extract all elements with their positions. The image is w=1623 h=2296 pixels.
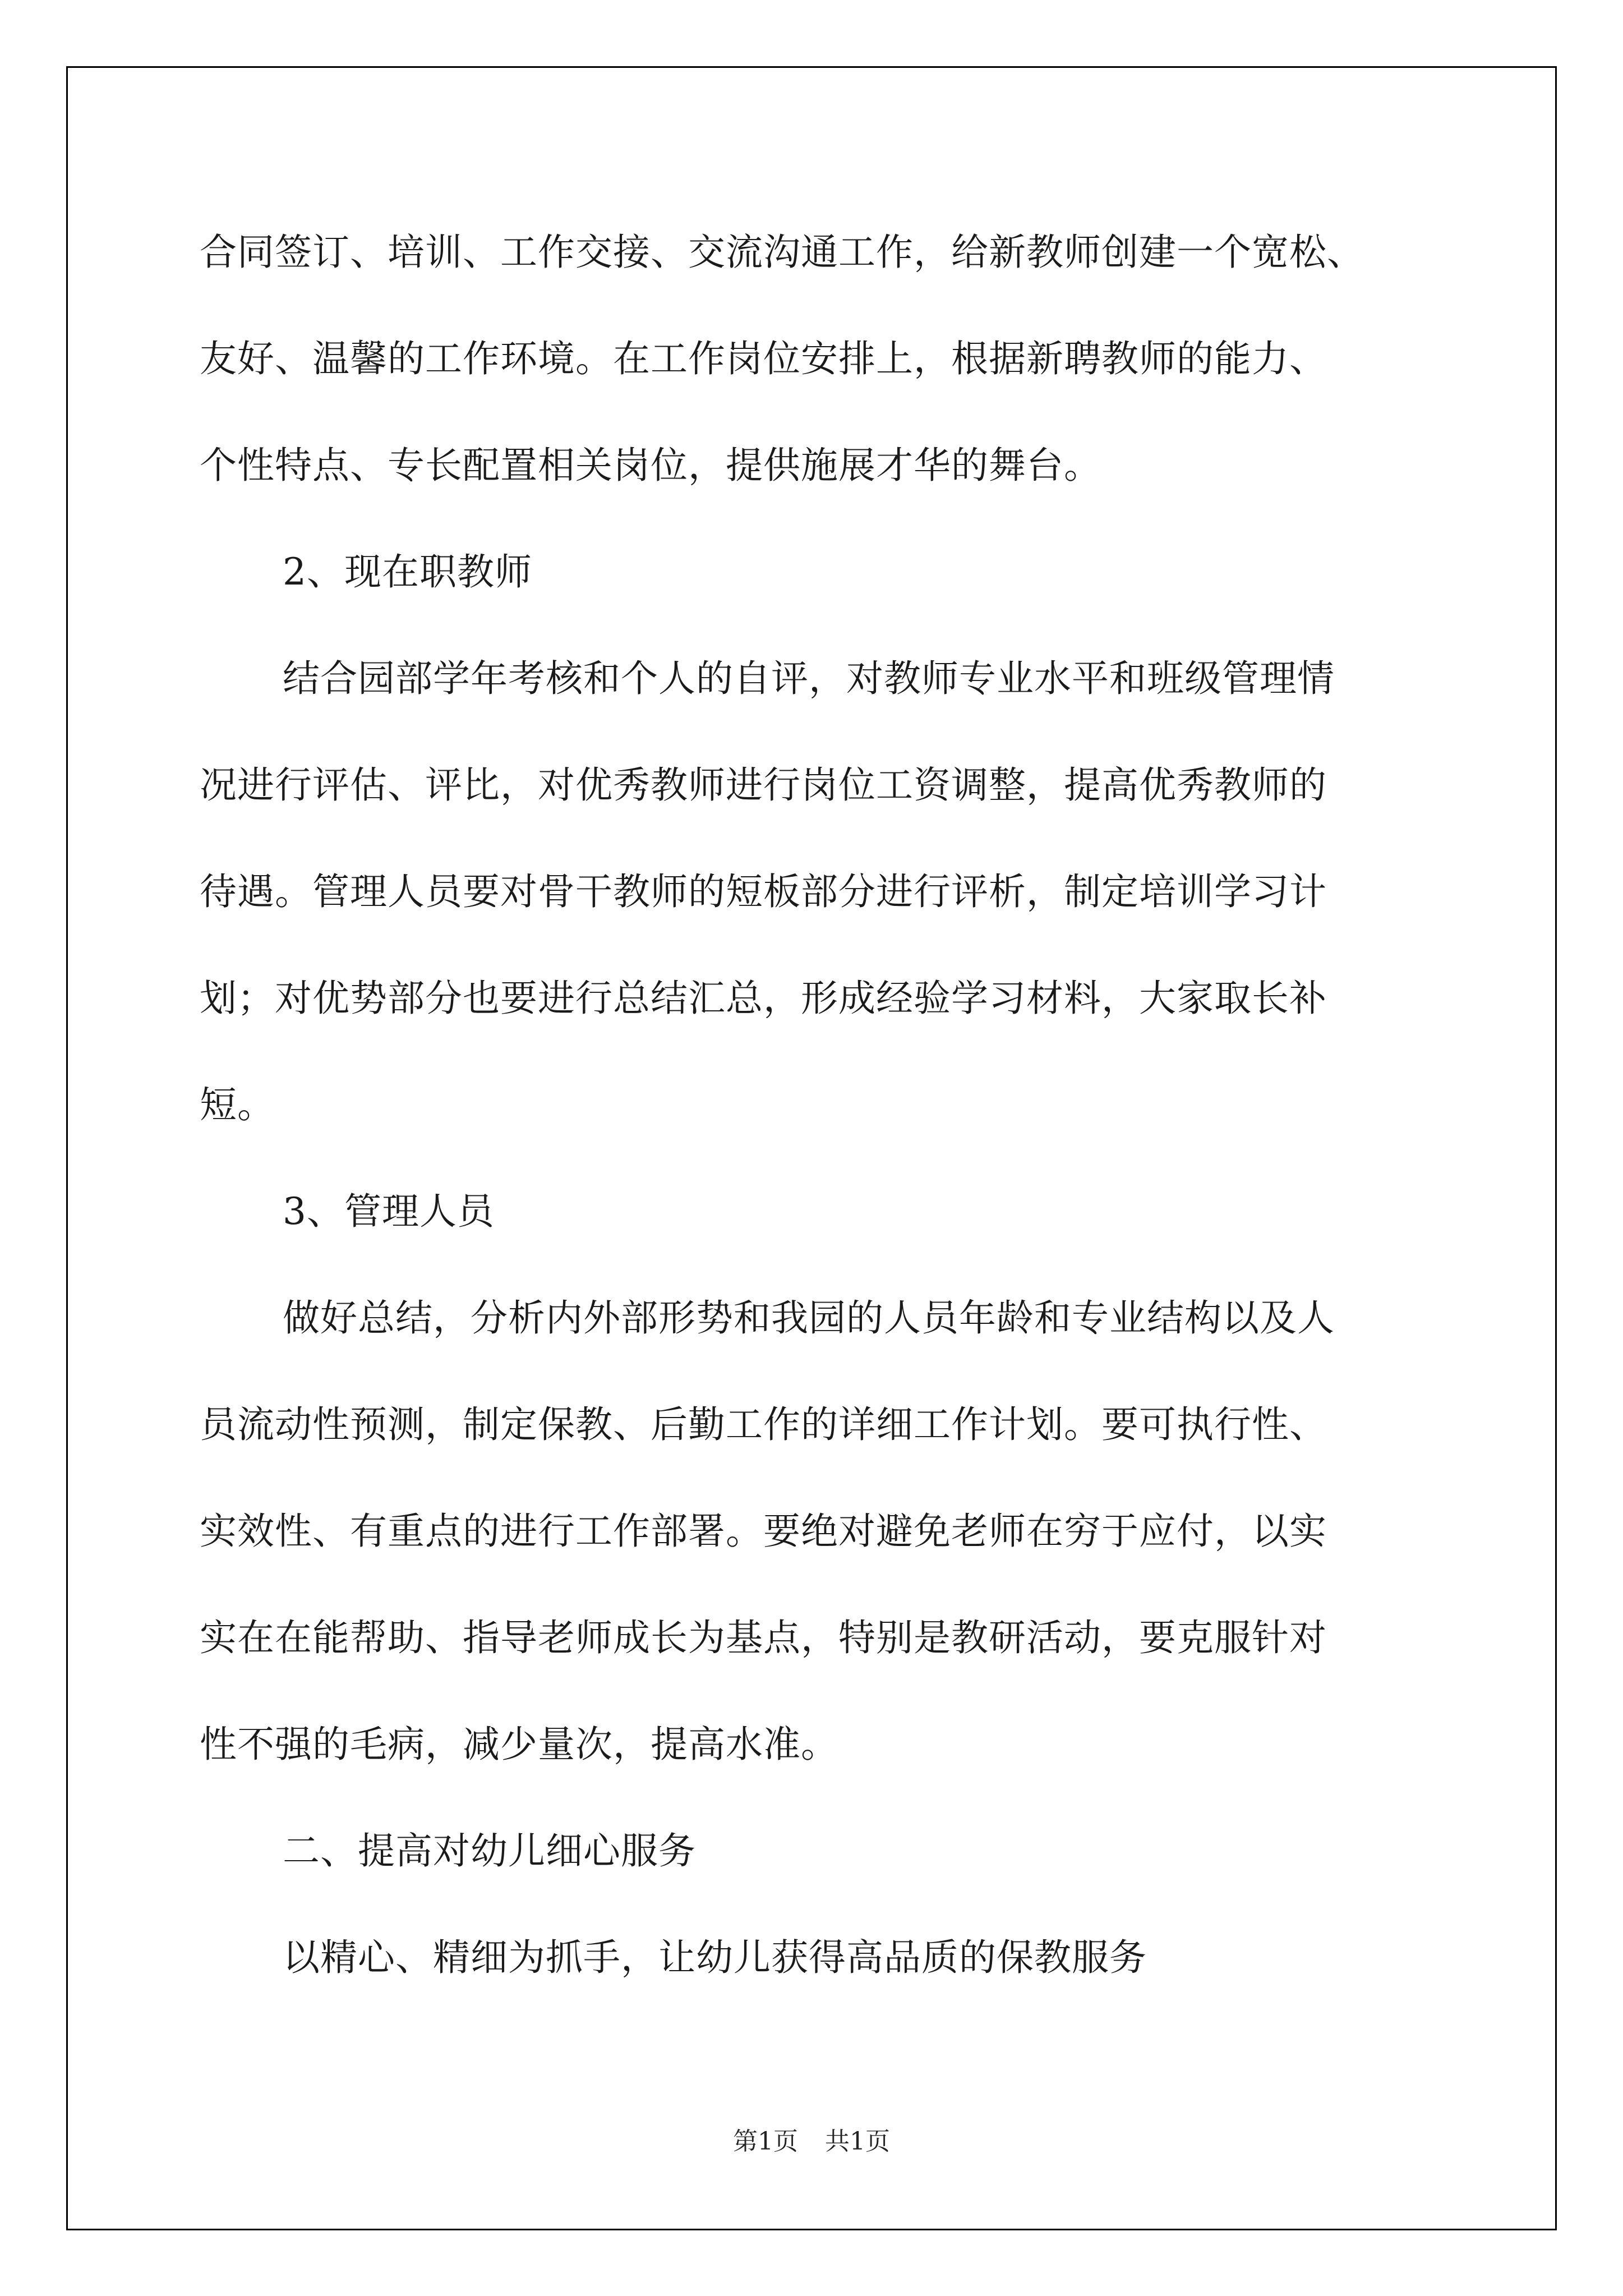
paragraph-line: 个性特点、专长配置相关岗位，提供施展才华的舞台。 bbox=[200, 444, 1101, 487]
page-number: 第1页 bbox=[733, 2127, 798, 2156]
page-footer bbox=[0, 2126, 1623, 2157]
paragraph-line: 以精心、精细为抓手，让幼儿获得高品质的保教服务 bbox=[283, 1936, 1147, 1979]
section-heading: 二、提高对幼儿细心服务 bbox=[283, 1829, 696, 1872]
paragraph-line: 待遇。管理人员要对骨干教师的短板部分进行评析，制定培训学习计 bbox=[200, 870, 1327, 913]
section-heading: 2、现在职教师 bbox=[283, 550, 532, 593]
paragraph-line: 做好总结，分析内外部形势和我园的人员年龄和专业结构以及人 bbox=[283, 1296, 1335, 1340]
paragraph-line: 性不强的毛病，减少量次，提高水准。 bbox=[200, 1723, 838, 1766]
paragraph-line: 实在在能帮助、指导老师成长为基点，特别是教研活动，要克服针对 bbox=[200, 1616, 1327, 1659]
paragraph-line: 实效性、有重点的进行工作部署。要绝对避免老师在穷于应付，以实 bbox=[200, 1510, 1327, 1553]
paragraph-line: 员流动性预测，制定保教、后勤工作的详细工作计划。要可执行性、 bbox=[200, 1403, 1327, 1446]
paragraph-line: 划；对优势部分也要进行总结汇总，形成经验学习材料，大家取长补 bbox=[200, 977, 1327, 1020]
paragraph-line: 短。 bbox=[200, 1083, 275, 1126]
page-total: 共1页 bbox=[825, 2127, 890, 2156]
page-border bbox=[66, 66, 1557, 2230]
paragraph-line: 结合园部学年考核和个人的自评，对教师专业水平和班级管理情 bbox=[283, 657, 1335, 700]
section-heading: 3、管理人员 bbox=[283, 1190, 495, 1233]
paragraph-line: 合同签订、培训、工作交接、交流沟通工作，给新教师创建一个宽松、 bbox=[200, 231, 1364, 274]
paragraph-line: 友好、温馨的工作环境。在工作岗位安排上，根据新聘教师的能力、 bbox=[200, 337, 1327, 380]
paragraph-line: 况进行评估、评比，对优秀教师进行岗位工资调整，提高优秀教师的 bbox=[200, 763, 1327, 807]
